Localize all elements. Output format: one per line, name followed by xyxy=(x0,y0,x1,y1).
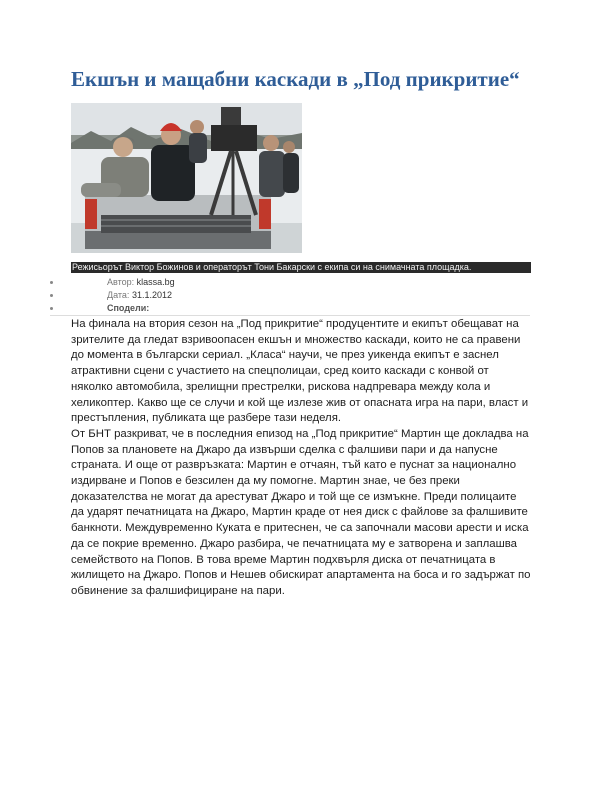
date-label-group xyxy=(107,289,172,302)
article-meta xyxy=(50,276,530,315)
article-title: Екшън и мащабни каскади в „Под прикритие“ xyxy=(71,67,520,91)
meta-date xyxy=(50,289,530,302)
author-value[interactable]: klassa.bg xyxy=(136,277,175,287)
article-paragraph: На финала на втория сезон на „Под прикритие“ продуцентите и екипът обещават на зрителите да гледат взривоопасен екшън и множество каскади, които не са правени до момента в български сериал. „Класа“ научи, че през уикенда екипът е заснел атрактивни сцени с участието на спецполицаи, сред които каскади с конвой от няколко автомобила, зрелищни престрелки, рискова надпревара между кола и хеликоптер. Какво ще се случи и кой ще излезе жив от опасната игра на пари, власт и престъпления, публиката ще разбере тази неделя. xyxy=(71,318,529,425)
meta-share xyxy=(50,302,530,315)
share-label[interactable]: Сподели: xyxy=(107,303,150,313)
date-value: 31.1.2012 xyxy=(131,290,172,300)
meta-divider xyxy=(50,315,530,316)
article-paragraph: От БНТ разкриват, че в последния епизод на „Под прикритие“ Мартин ще докладва на Попов за плановете на Джаро да извърши сделка с фалшиви пари и да напусне страната. И още от развръзката: Мартин е отчаян, тъй като е пуснат за национално издирване и Попов е безсилен да му помогне. Мартин знае, че без преки доказателства не могат да арестуват Джаро и той ще се измъкне. Преди полицаите да ударят печатницата на Джаро, Мартин краде от нея диск с файлове за фалшивите банкноти. Междувременно Куката е притеснен, че са започнали масови арести и иска да се покрие временно. Джаро разбира, че печатницата му е затворена и заплашва семейството на Попов. В това време Мартин подхвърля диска от печатницата в жилището на Джаро. Попов и Нешев обискират апартамента на боса и го задържат по обвинение за фалшифициране на пари. xyxy=(71,427,531,597)
photo-caption: Режисьорът Виктор Божинов и операторът Тони Бакарски с екипа си на снимачната площадка. xyxy=(71,262,531,273)
article-body xyxy=(71,317,531,600)
meta-author xyxy=(50,276,530,289)
date-label: Дата: xyxy=(107,290,130,300)
bullet-icon xyxy=(50,281,53,284)
bullet-icon xyxy=(50,294,53,297)
author-label-group xyxy=(107,276,175,289)
author-label: Автор: xyxy=(107,277,135,287)
bullet-icon xyxy=(50,307,53,310)
article-photo xyxy=(71,103,302,253)
